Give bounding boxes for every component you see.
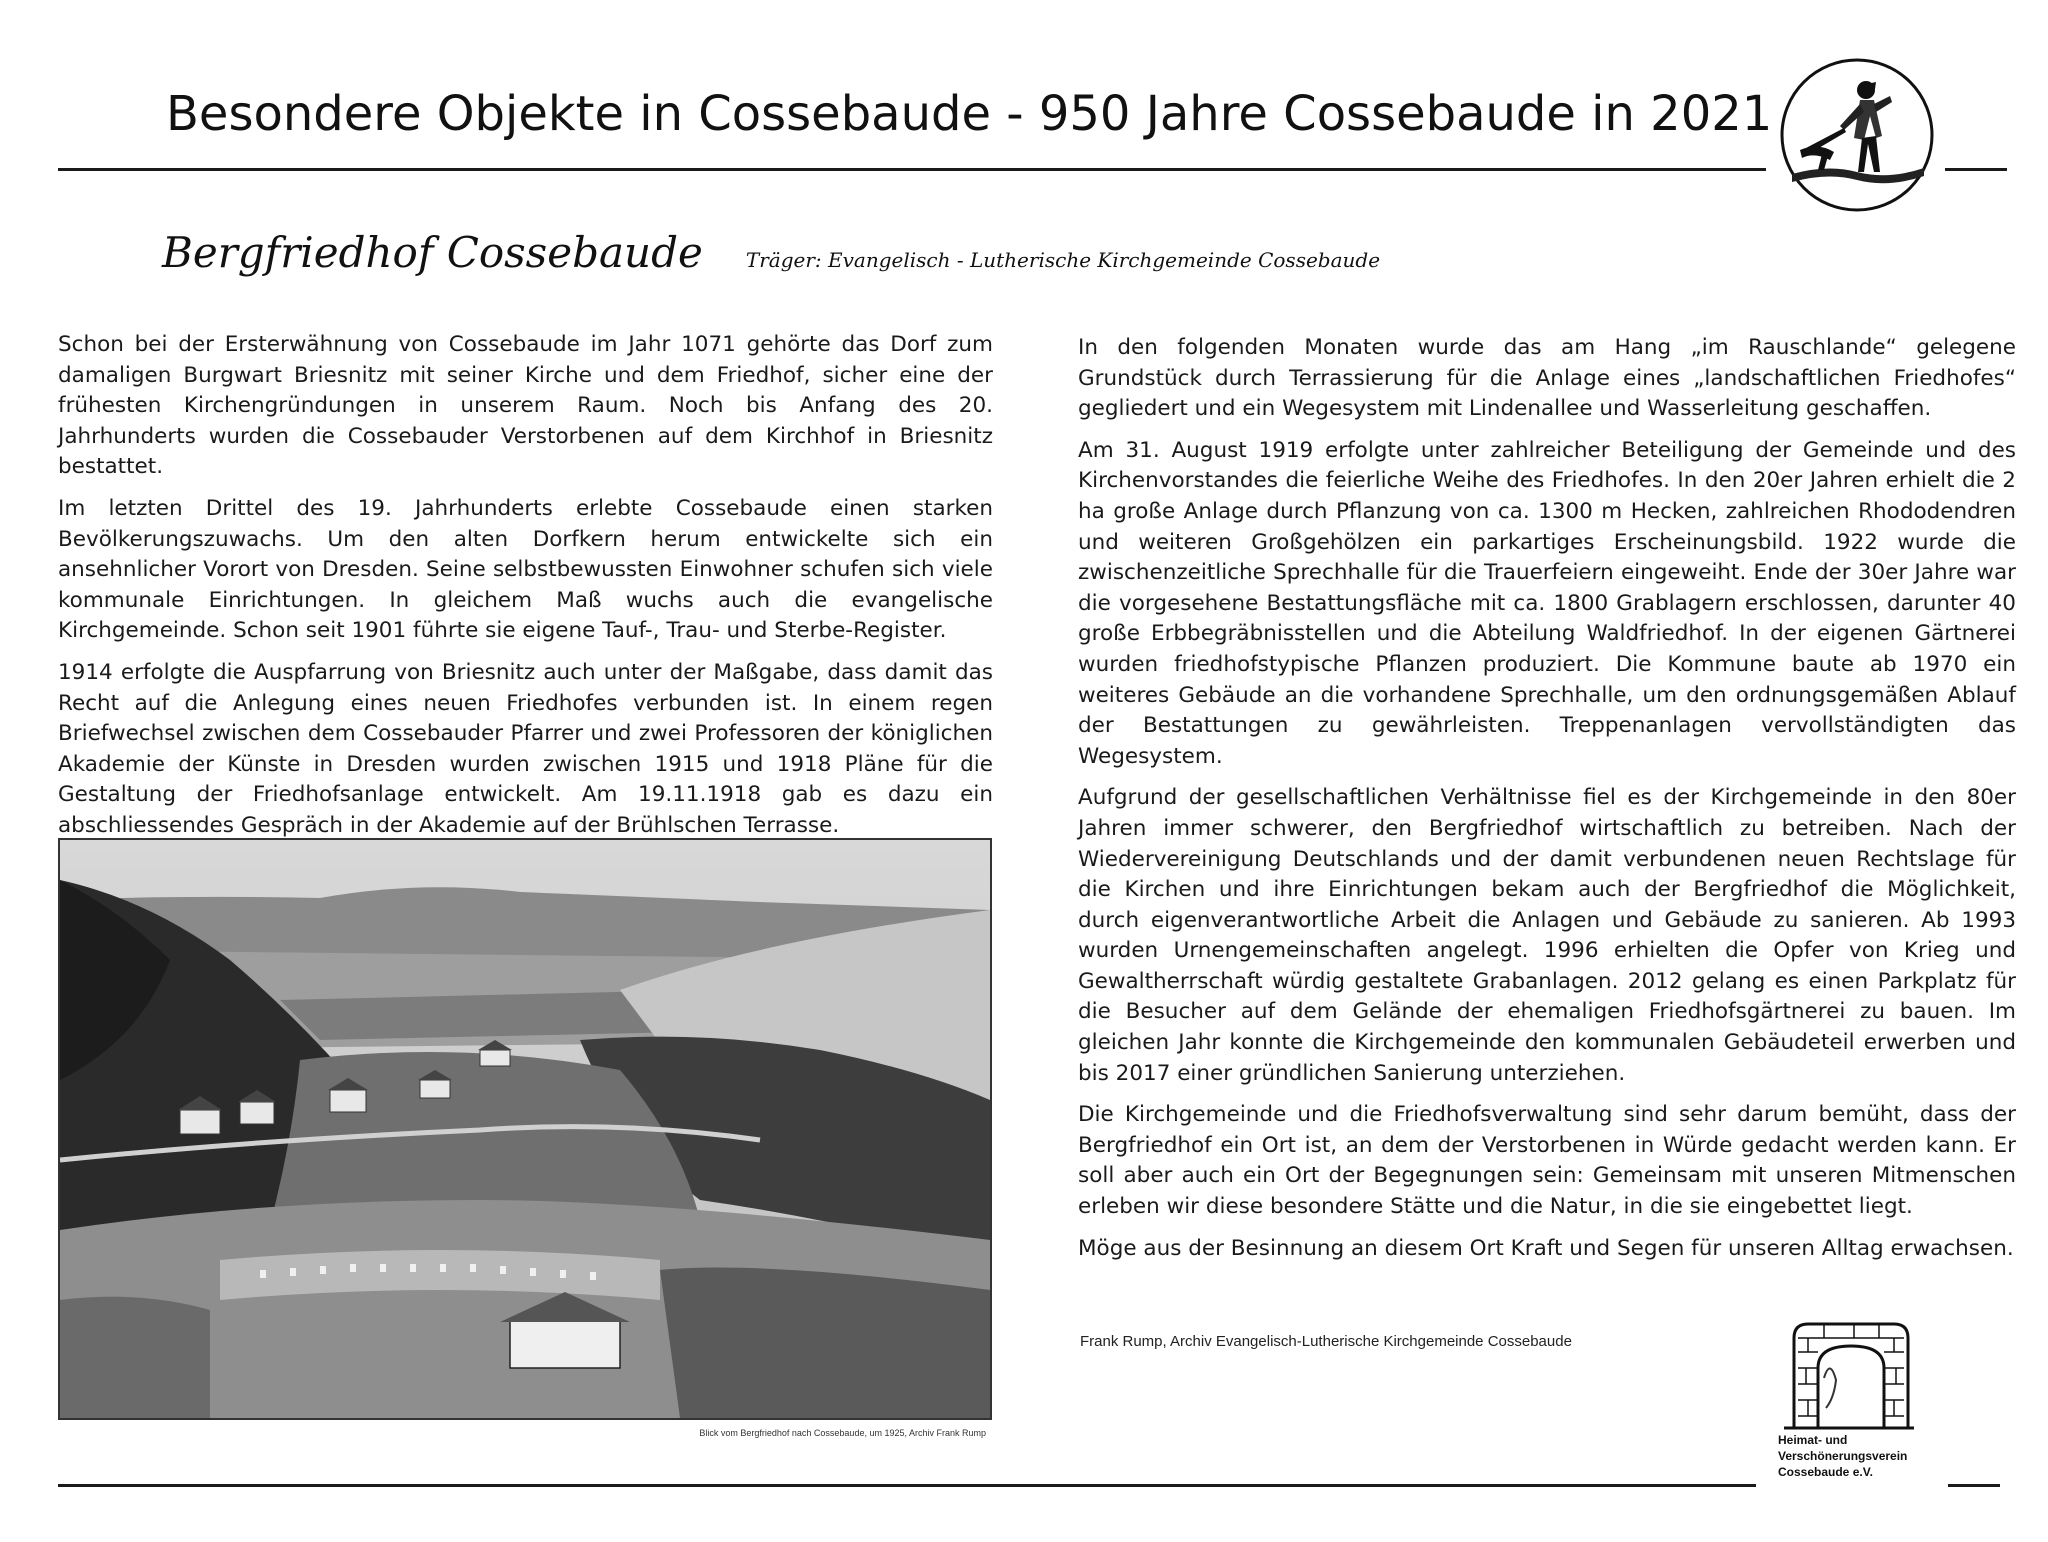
page-title: Besondere Objekte in Cossebaude - 950 Jahre Cossebaude in 2021 [166,86,1773,142]
header-divider-right [1945,168,2007,171]
left-text-column [58,330,993,853]
right-text-column [1078,333,2016,1275]
sponsor-line: Träger: Evangelisch - Lutherische Kirchgemeinde Cossebaude [745,248,1381,272]
association-line: Verschönerungsverein [1778,1449,1908,1463]
header-divider-left [58,168,1766,171]
subheader [162,228,1380,288]
paragraph: In den folgenden Monaten wurde das am Hang „im Rauschlande“ gelegene Grundstück durch Terrassierung für die Anlage eines „landschaftlichen Friedhofes“ gegliedert und ein Wegesystem mit Lindenallee und Wasserleitung geschaffen. [1078,335,2016,422]
paragraph: Am 31. August 1919 erfolgte unter zahlreicher Beteiligung der Gemeinde und des Kirchenvorstandes die feierliche Weihe des Friedhofes. In den 20er Jahren erhielt die 2 ha große Anlage durch Pflanzung von ca. 1300 m Hecken, zahlreichen Rhododendren und weiteren Großgehölzen ein parkartiges Erscheinungsbild. 1922 wurde die zwischenzeitliche Sprechhalle für die Trauerfeiern eingeweiht. Ende der 30er Jahre war die vorgesehene Bestattungsfläche mit ca. 1800 Grablagern erschlossen, darunter 40 große Erbbegräbnisstellen und die Abteilung Waldfriedhof. In der eigenen Gärtnerei wurden friedhofstypische Pflanzen produziert. Die Kommune baute ab 1970 ein weiteres Gebäude an die vorhandene Sprechhalle, um den ordnungsgemäßen Ablauf der Bestattungen zu gewährleisten. Treppenanlagen vervollständigten das Wegesystem. [1078,437,2016,769]
footer-divider-right [1948,1484,2000,1487]
association-name [1778,1432,1928,1480]
paragraph: 1914 erfolgte die Auspfarrung von Briesnitz auch unter der Maßgabe, dass damit das Recht auf die Anlegung eines neuen Friedhofes verbunden ist. In einem regen Briefwechsel zwischen dem Cossebauder Pfarrer und zwei Professoren der königlichen Akademie der Künste in Dresden wurden zwischen 1915 und 1918 Pläne für die Gestaltung der Friedhofsanlage entwickelt. Am 19.11.1918 gab es dazu ein abschliessendes Gespräch in der Akademie auf der Brühlschen Terrasse. [58,659,993,838]
author-credit: Frank Rump, Archiv Evangelisch-Lutherische Kirchgemeinde Cossebaude [1080,1333,1572,1350]
historic-valley-photo [58,838,992,1420]
farmer-plough-seal-icon [1778,56,1936,214]
paragraph: Die Kirchgemeinde und die Friedhofsverwaltung sind sehr darum bemüht, dass der Bergfriedhof ein Ort ist, an dem der Verstorbenen in Würde gedacht werden kann. Er soll aber auch ein Ort der Begegnungen sein: Gemeinsam mit unseren Mitmenschen erleben wir diese besondere Stätte und die Natur, in die sie eingebettet liegt. [1078,1102,2016,1220]
paragraph: Aufgrund der gesellschaftlichen Verhältnisse fiel es der Kirchgemeinde in den 80er Jahren immer schwerer, den Bergfriedhof wirtschaftlich zu betreiben. Nach der Wiedervereinigung Deutschlands und der damit verbundenen neuen Rechtslage für die Kirchen und ihre Einrichtungen bekam auch der Bergfriedhof die Möglichkeit, durch eigenverantwortliche Arbeit die Anlagen und Gebäude zu sanieren. Ab 1993 wurden Urnengemeinschaften angelegt. 1996 erhielten die Opfer von Krieg und Gewaltherrschaft würdig gestaltete Grabanlagen. 2012 gelang es einen Parkplatz für die Besucher auf dem Gelände der ehemaligen Friedhofsgärtnerei zu bauen. Im gleichen Jahr konnte die Kirchgemeinde den kommunalen Gebäudeteil erwerben und bis 2017 einer gründlichen Sanierung unterziehen. [1078,785,2016,1086]
paragraph: Im letzten Drittel des 19. Jahrhunderts erlebte Cossebaude einen starken Bevölkerungszuwachs. Um den alten Dorfkern herum entwickelte sich ein ansehnlicher Vorort von Dresden. Seine selbstbewussten Einwohner schufen sich viele kommunale Einrichtungen. In gleichem Maß wuchs auch die evangelische Kirchgemeinde. Schon seit 1901 führte sie eigene Tauf-, Trau- und Sterbe-Register. [58,495,993,644]
association-line: Cossebaude e.V. [1778,1465,1873,1479]
paragraph: Schon bei der Ersterwähnung von Cossebaude im Jahr 1071 gehörte das Dorf zum damaligen Burgwart Briesnitz mit seiner Kirche und dem Friedhof, sicher eine der frühesten Kirchengründungen in unserem Raum. Noch bis Anfang des 20. Jahrhunderts wurden die Cossebauder Verstorbenen auf dem Kirchhof in Briesnitz bestattet. [58,332,993,480]
footer-divider-left [58,1484,1756,1487]
stone-archway-icon [1784,1318,1914,1430]
association-line: Heimat- und [1778,1433,1848,1447]
photo-caption: Blick vom Bergfriedhof nach Cossebaude, um 1925, Archiv Frank Rump [699,1428,986,1438]
subheader-title: Bergfriedhof Cossebaude [162,228,703,277]
paragraph: Möge aus der Besinnung an diesem Ort Kraft und Segen für unseren Alltag erwachsen. [1078,1235,2014,1261]
